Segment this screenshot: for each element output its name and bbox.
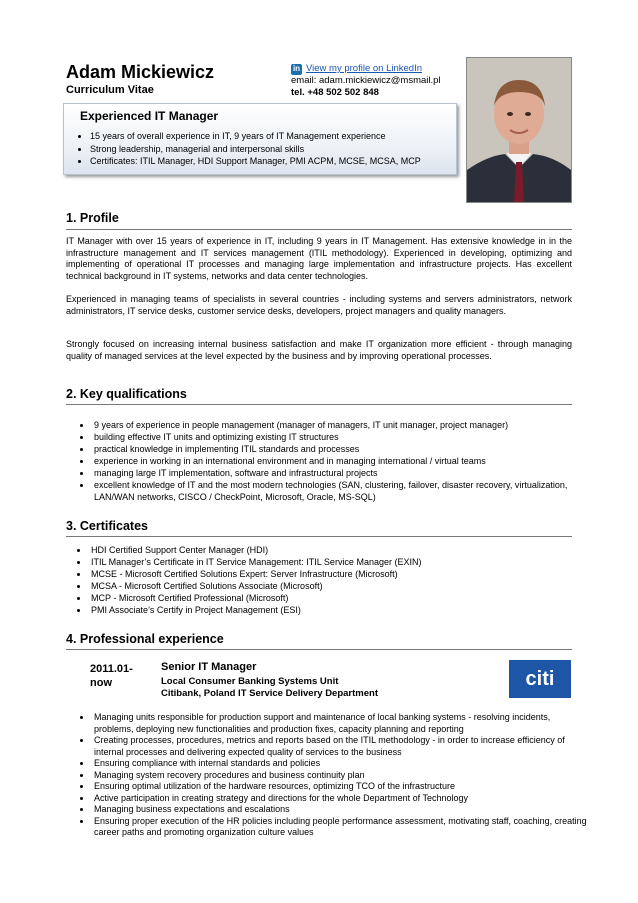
list-item: • Managing system recovery procedures and business continuity plan: [92, 770, 588, 782]
list-item: • MCSA - Microsoft Certified Solutions Associate (Microsoft): [89, 580, 569, 592]
profile-photo: [466, 57, 572, 203]
list-item: • Strong leadership, managerial and interpersonal skills: [90, 143, 421, 156]
section-divider: [66, 404, 572, 405]
list-item: • practical knowledge in implementing ITIL standards and processes: [92, 443, 572, 455]
list-item: • Creating processes, procedures, metrics and reports based on the ITIL methodology - in order to increase efficiency of internal processes and delivering expected quality of services to the business: [92, 735, 588, 758]
linkedin-icon[interactable]: in: [292, 64, 301, 73]
job-date-start: 2011.01-: [90, 663, 133, 675]
company-logo: [509, 660, 571, 698]
list-item: • Ensuring optimal utilization of the hardware resources, optimizing TCO of the infrastructure: [92, 781, 588, 793]
job-unit-name: Local Consumer Banking Systems Unit: [161, 676, 339, 687]
section-heading-certificates: 3. Certificates: [66, 519, 148, 533]
list-item: • Managing units responsible for production support and maintenance of local banking systems - resolving incidents, problems, deploying new functionalities and production fixes, capacity planning and reporting: [92, 712, 588, 735]
section-divider: [66, 649, 572, 650]
job-company: Citibank, Poland IT Service Delivery Department: [161, 688, 378, 699]
linkedin-row[interactable]: [291, 63, 441, 75]
citi-logo-text: citi: [525, 667, 555, 690]
list-item: • Managing business expectations and escalations: [92, 804, 588, 816]
section-heading-profile: 1. Profile: [66, 211, 119, 225]
list-item: • ITIL Manager’s Certificate in IT Service Management: ITIL Service Manager (EXIN): [89, 556, 569, 568]
summary-list: [76, 130, 421, 168]
list-item: • Ensuring compliance with internal standards and policies: [92, 758, 588, 770]
summary-title: Experienced IT Manager: [80, 109, 219, 123]
list-item: • building effective IT units and optimizing existing IT structures: [92, 431, 572, 443]
job-duties-list: [74, 712, 588, 839]
certificates-list: [71, 544, 569, 616]
list-item: • 15 years of overall experience in IT, 9 years of IT Management experience: [90, 130, 421, 143]
job-title: Senior IT Manager: [161, 661, 257, 673]
list-item: • Active participation in creating strategy and directions for the whole Department of Technology: [92, 793, 588, 805]
section-heading-qualifications: 2. Key qualifications: [66, 387, 187, 401]
list-item: • MCSE - Microsoft Certified Solutions Expert: Server Infrastructure (Microsoft): [89, 568, 569, 580]
list-item: • HDI Certified Support Center Manager (HDI): [89, 544, 569, 556]
list-item: • excellent knowledge of IT and the most modern technologies (SAN, clustering, failover, disaster recovery, virtualization, LAN/WAN networks, CISCO / CheckPoint, Microsoft, Oracle, MS-SQL): [92, 479, 572, 503]
list-item: • experience in working in an international environment and in managing international / virtual teams: [92, 455, 572, 467]
list-item: • MCP - Microsoft Certified Professional (Microsoft): [89, 592, 569, 604]
list-item: • PMI Associate’s Certify in Project Management (ESI): [89, 604, 569, 616]
list-item: • Certificates: ITIL Manager, HDI Support Manager, PMI ACPM, MCSE, MCSA, MCP: [90, 155, 421, 168]
candidate-name: Adam Mickiewicz: [66, 62, 215, 82]
job-unit: [161, 676, 378, 700]
contact-block: [291, 63, 441, 99]
section-heading-experience: 4. Professional experience: [66, 632, 224, 646]
profile-paragraph: Strongly focused on increasing internal business satisfaction and make IT organization more efficient - through managing quality of managed services at the level expected by the business and by improving operational processes.: [66, 339, 572, 361]
linkedin-link[interactable]: View my profile on LinkedIn: [306, 63, 422, 74]
document-subtitle: Curriculum Vitae: [66, 84, 154, 96]
email-text: email: adam.mickiewicz@msmail.pl: [291, 75, 441, 86]
section-divider: [66, 536, 572, 537]
list-item: • 9 years of experience in people management (manager of managers, IT unit manager, project manager): [92, 419, 572, 431]
profile-paragraph: Experienced in managing teams of specialists in several countries - including systems and servers administrators, network administrators, IT service desks, customer service desks, developers, project managers and quality managers.: [66, 294, 572, 316]
section-divider: [66, 229, 572, 230]
profile-paragraph: IT Manager with over 15 years of experience in IT, including 9 years in IT Management. Has extensive knowledge in in the infrastructure management and IT services management (ITIL methodology). Experienced in developing, optimizing and implementing of operational IT processes and managing large implementation and infrastructure projects. Has excellent technical background in IT systems, networks and data center technologies.: [66, 236, 572, 281]
job-date-end: now: [90, 677, 112, 689]
job-dates: [90, 662, 133, 690]
summary-box: [63, 103, 457, 175]
phone-text: tel. +48 502 502 848: [291, 87, 379, 98]
qualifications-list: [74, 419, 572, 503]
list-item: • Ensuring proper execution of the HR policies including people performance assessment, motivating staff, coaching, creating career paths and promoting organization culture values: [92, 816, 588, 839]
list-item: • managing large IT implementation, software and infrastructural projects: [92, 467, 572, 479]
